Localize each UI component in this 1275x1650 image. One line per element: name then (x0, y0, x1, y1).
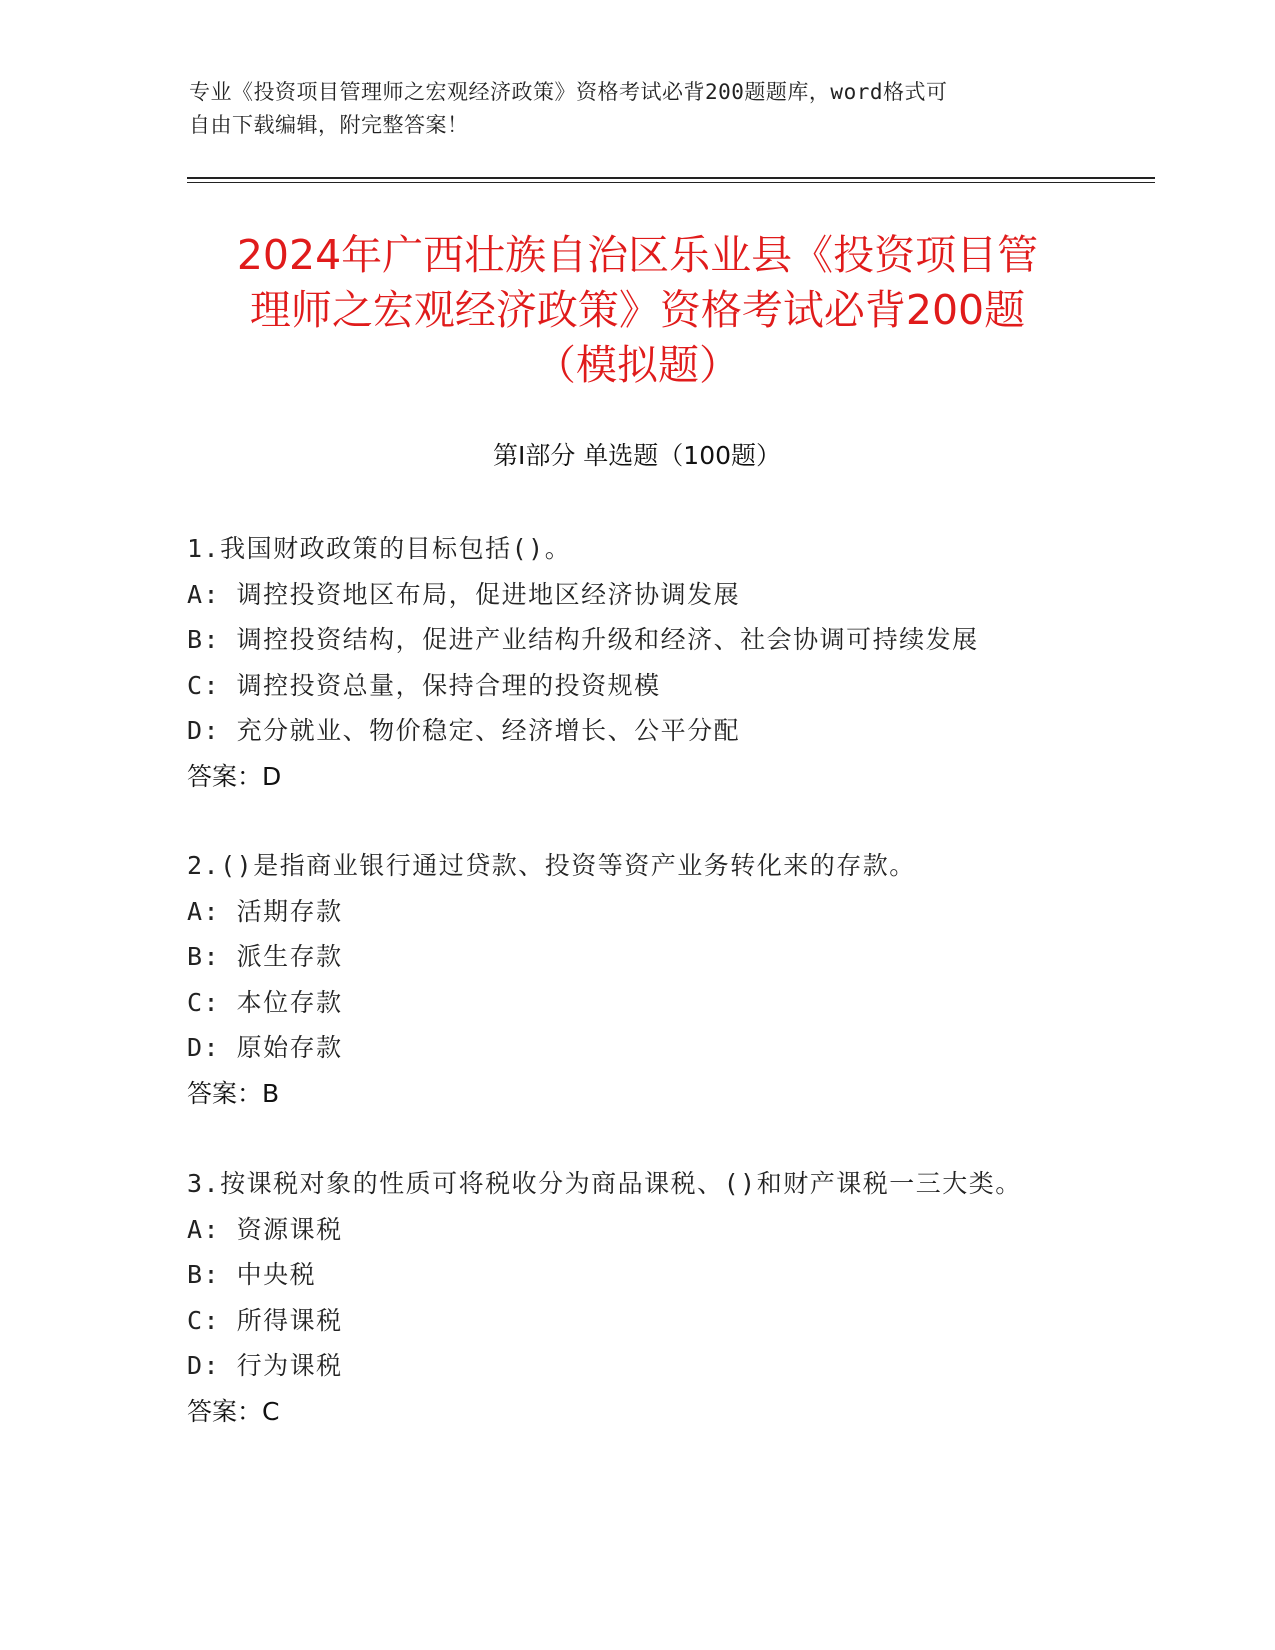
document-title-line-2: 理师之宏观经济政策》资格考试必背200题 (249, 286, 1026, 334)
header-divider-thin (187, 182, 1155, 183)
header-divider-thick (187, 177, 1155, 179)
header-note (189, 76, 1089, 142)
option-d: D: 充分就业、物价稳定、经济增长、公平分配 (187, 716, 741, 745)
option-a: A: 资源课税 (187, 1214, 343, 1244)
option-d: D: 原始存款 (187, 1033, 343, 1062)
question-stem: 2.()是指商业银行通过贷款、投资等资产业务转化来的存款。 (187, 851, 916, 880)
document-title (180, 228, 1095, 393)
answer: 答案：B (187, 1078, 280, 1108)
section-heading: 第I部分 单选题（100题） (492, 441, 782, 470)
document-title-line-3: （模拟题） (535, 341, 740, 389)
header-note-line-2: 自由下载编辑，附完整答案！ (189, 113, 469, 137)
option-a: A: 活期存款 (187, 896, 343, 926)
option-b: B: 中央税 (187, 1260, 317, 1289)
question-stem: 1.我国财政政策的目标包括()。 (187, 534, 572, 563)
option-b: B: 调控投资结构，促进产业结构升级和经济、社会协调可持续发展 (187, 625, 979, 654)
option-c: C: 调控投资总量，保持合理的投资规模 (187, 670, 661, 700)
answer: 答案：D (187, 761, 282, 791)
question-2 (187, 843, 1087, 1116)
question-3 (187, 1161, 1087, 1434)
document-title-line-1: 2024年广西壮族自治区乐业县《投资项目管 (236, 231, 1039, 279)
answer: 答案：C (187, 1396, 280, 1426)
header-note-line-1: 专业《投资项目管理师之宏观经济政策》资格考试必背200题题库，word格式可 (189, 80, 948, 104)
option-b: B: 派生存款 (187, 942, 343, 971)
option-c: C: 所得课税 (187, 1305, 343, 1335)
option-c: C: 本位存款 (187, 987, 343, 1017)
option-d: D: 行为课税 (187, 1351, 343, 1380)
question-stem: 3.按课税对象的性质可将税收分为商品课税、()和财产课税一三大类。 (187, 1169, 1022, 1198)
option-a: A: 调控投资地区布局，促进地区经济协调发展 (187, 579, 741, 609)
question-1 (187, 526, 1087, 799)
